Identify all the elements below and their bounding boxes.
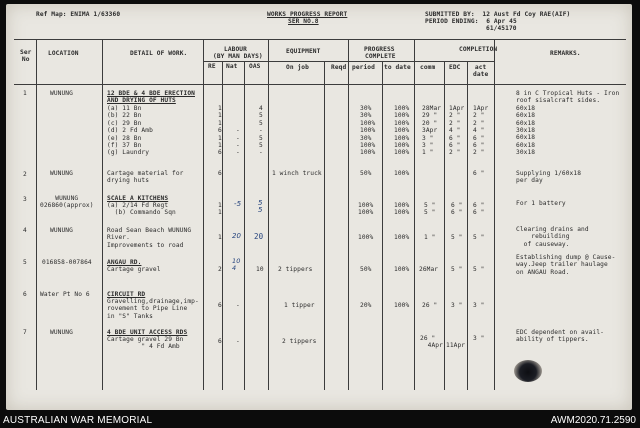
row2-ser: 2 — [23, 171, 27, 178]
row5-period: 50% — [360, 266, 372, 273]
header-nat: Nat — [226, 63, 238, 70]
row4-ser: 4 — [23, 227, 27, 234]
row5-nat-handwritten: 10 4 — [232, 257, 241, 273]
row3-detail: (a) 2/14 Fd Regt (b) Commando Sqn — [107, 202, 176, 217]
row7-remarks: EDC dependent on avail- ability of tippers. — [516, 329, 604, 344]
row5-location: 016858-007864 — [42, 259, 92, 266]
row6-act: 3 " — [473, 302, 485, 309]
header-remarks: REMARKS. — [550, 50, 581, 57]
header-re: RE — [208, 63, 216, 70]
col-rule-10 — [414, 39, 415, 390]
header-progress-sub: COMPLETE — [365, 53, 396, 60]
row4-edc: 5 " — [451, 234, 463, 241]
row5-detail: Cartage gravel — [107, 266, 161, 273]
burn-mark — [514, 360, 542, 382]
row1-ser: 1 — [23, 90, 27, 97]
row6-detail-title: CIRCUIT RD — [107, 291, 146, 298]
col-rule-5 — [244, 61, 245, 390]
row5-act: 5 " — [473, 266, 485, 273]
col-rule-13 — [494, 39, 495, 390]
header-period: period — [352, 64, 375, 71]
footer-bar — [0, 412, 640, 428]
row6-location: Water Pt No 6 — [40, 291, 90, 298]
row1-location: WUNUNG — [50, 90, 73, 97]
row6-comm: 26 " — [422, 302, 438, 309]
row3-to-date: 100% 100% — [394, 202, 410, 217]
col-rule-2 — [102, 39, 103, 390]
row3-oas-handwritten: 5 5 — [258, 199, 263, 215]
row3-act: 6 " 6 " — [473, 202, 485, 217]
header-progress: PROGRESS — [364, 46, 395, 53]
row7-detail: Cartage gravel 29 Bn " 4 Fd Amb — [107, 336, 184, 351]
col-rule-11 — [444, 61, 445, 390]
row3-detail-title: SCALE A KITCHENS — [107, 195, 169, 202]
col-rule-1 — [36, 39, 37, 390]
row4-period: 100% — [358, 234, 374, 241]
row4-remarks: Clearing drains and rebuilding of causeway. — [516, 226, 589, 248]
row4-detail: Road Sean Beach WUNUNG River. Improvements to road — [107, 227, 192, 249]
report-serial: SER NO.8 — [288, 18, 319, 25]
row2-re: 6 — [218, 170, 222, 177]
row1-period: 30% 30% 100% 100% 30% 100% 100% — [360, 105, 376, 157]
submitted-by: SUBMITTED BY: 12 Aust Fd Coy RAE(AIF) — [425, 11, 571, 18]
row7-nat: - — [236, 338, 240, 345]
header-to-date: to date — [384, 64, 411, 71]
progress-subheader-rule — [348, 61, 414, 62]
header-labour: LABOUR — [224, 46, 247, 53]
row3-period: 100% 100% — [358, 202, 374, 217]
row1-nat: - - - - — [236, 127, 240, 157]
col-rule-12 — [467, 61, 468, 390]
row2-location: WUNUNG — [50, 170, 73, 177]
row5-detail-title: ANGAU RD. — [107, 259, 142, 266]
row7-on-job: 2 tippers — [282, 338, 317, 345]
row3-location: WUNUNG 026860(approx) — [40, 195, 94, 210]
row4-act: 5 " — [473, 234, 485, 241]
completion-subheader-rule — [414, 61, 494, 62]
row7-re: 6 — [218, 338, 222, 345]
reference-number: 61/45170 — [486, 25, 517, 32]
row1-re: 1 1 1 6 1 1 6 — [218, 105, 222, 157]
labour-subheader-rule — [203, 61, 268, 62]
header-equipment: EQUIPMENT — [286, 48, 321, 55]
col-rule-4 — [222, 61, 223, 390]
header-edc: EDC — [449, 64, 461, 71]
row2-on-job: 1 winch truck — [272, 170, 322, 177]
row2-to-date: 100% — [394, 170, 410, 177]
row7-comm: 26 " 4Apr — [420, 335, 443, 350]
row2-period: 50% — [360, 170, 372, 177]
row6-detail: Gravelling,drainage,imp- rovement to Pipe Line in "S" Tanks — [107, 298, 199, 320]
row5-ser: 5 — [23, 259, 27, 266]
row3-remarks: For 1 battery — [516, 200, 566, 207]
row5-edc: 5 " — [451, 266, 463, 273]
equipment-subheader-rule — [268, 61, 348, 62]
row4-nat-handwritten: 20 — [232, 232, 242, 240]
row6-re: 6 — [218, 302, 222, 309]
header-comm: comm — [420, 64, 436, 71]
header-act-date: act date — [473, 64, 489, 79]
header-reqd: Reqd — [331, 64, 347, 71]
row2-detail: Cartage material for drying huts — [107, 170, 184, 185]
row5-re: 2 — [218, 266, 222, 273]
header-ser-no: Ser No — [20, 49, 32, 64]
col-rule-7 — [324, 61, 325, 390]
row1-to-date: 100% 100% 100% 100% 100% 100% 100% — [394, 105, 410, 157]
col-rule-9 — [382, 61, 383, 390]
row5-on-job: 2 tippers — [278, 266, 313, 273]
row7-detail-title: 4 BDE UNIT ACCESS RDS — [107, 329, 188, 336]
row1-act: 1Apr 2 " 2 " 4 " 6 " 6 " 2 " — [473, 105, 489, 157]
row5-remarks: Establishing dump @ Cause- way.Jeep trailer haulage on ANGAU Road. — [516, 254, 616, 276]
col-rule-3 — [203, 39, 204, 390]
row3-edc: 6 " 6 " — [451, 202, 463, 217]
row4-location: WUNUNG — [50, 227, 73, 234]
row4-oas: 20 — [254, 232, 264, 241]
row6-to-date: 100% — [394, 302, 410, 309]
row3-comm: 5 " 5 " — [424, 202, 436, 217]
row3-ser: 3 — [23, 196, 27, 203]
report-title: WORKS PROGRESS REPORT — [267, 11, 348, 18]
row4-to-date: 100% — [394, 234, 410, 241]
row5-to-date: 100% — [394, 266, 410, 273]
row1-oas: 4 5 5 - 5 5 - — [259, 105, 263, 157]
header-location: LOCATION — [48, 50, 79, 57]
row6-on-job: 1 tipper — [284, 302, 315, 309]
row6-period: 20% — [360, 302, 372, 309]
table-top-rule — [14, 39, 626, 40]
row2-remarks: Supplying 1/60x18 per day — [516, 170, 582, 185]
header-labour-sub: (BY MAN DAYS) — [213, 53, 263, 60]
row7-ser: 7 — [23, 329, 27, 336]
row1-comm: 28Mar 29 " 20 " 3Apr 3 " 3 " 1 " — [422, 105, 442, 157]
period-ending: PERIOD ENDING: 6 Apr 45 — [425, 18, 517, 25]
row7-act: 3 " — [473, 335, 485, 342]
ref-map: Ref Map: ENIMA 1/63360 — [36, 11, 121, 18]
row1-edc: 1Apr 2 " 2 " 4 " 6 " 6 " 2 " — [449, 105, 465, 157]
row4-comm: 1 " — [424, 234, 436, 241]
row3-nat-handwritten: -5 — [234, 200, 242, 208]
header-on-job: On job — [286, 64, 309, 71]
row4-re: 1 — [218, 234, 222, 241]
row1-detail-title: 12 BDE & 4 BDE ERECTION AND DRYING OF HUTS — [107, 90, 195, 105]
col-rule-8 — [348, 39, 349, 390]
header-bottom-rule — [14, 84, 626, 85]
footer-credit: AUSTRALIAN WAR MEMORIAL — [3, 415, 153, 426]
footer-accession-number: AWM2020.71.2590 — [550, 415, 636, 426]
row6-edc: 3 " — [451, 302, 463, 309]
row1-remarks: 8 in C Tropical Huts - Iron roof sisalcraft sides. 60x18 60x18 60x18 30x18 60x18 60x18 30x18 — [516, 90, 620, 157]
row5-oas: 10 — [256, 266, 264, 273]
row6-ser: 6 — [23, 291, 27, 298]
row2-act: 6 " — [473, 170, 485, 177]
row6-nat: - — [236, 302, 240, 309]
row7-edc: 11Apr — [446, 342, 466, 350]
row5-comm: 26Mar — [419, 266, 439, 273]
header-oas: OAS — [249, 63, 261, 70]
row1-detail: (a) 11 Bn (b) 22 Bn (c) 29 Bn (d) 2 Fd Amb (e) 28 Bn (f) 37 Bn (g) Laundry — [107, 105, 153, 157]
header-completion: COMPLETION — [459, 46, 498, 53]
row7-location: WUNUNG — [50, 329, 73, 336]
document-sheet — [6, 4, 632, 410]
col-rule-6 — [268, 39, 269, 390]
header-detail: DETAIL OF WORK. — [130, 50, 188, 57]
row3-re: 1 1 — [218, 202, 222, 217]
